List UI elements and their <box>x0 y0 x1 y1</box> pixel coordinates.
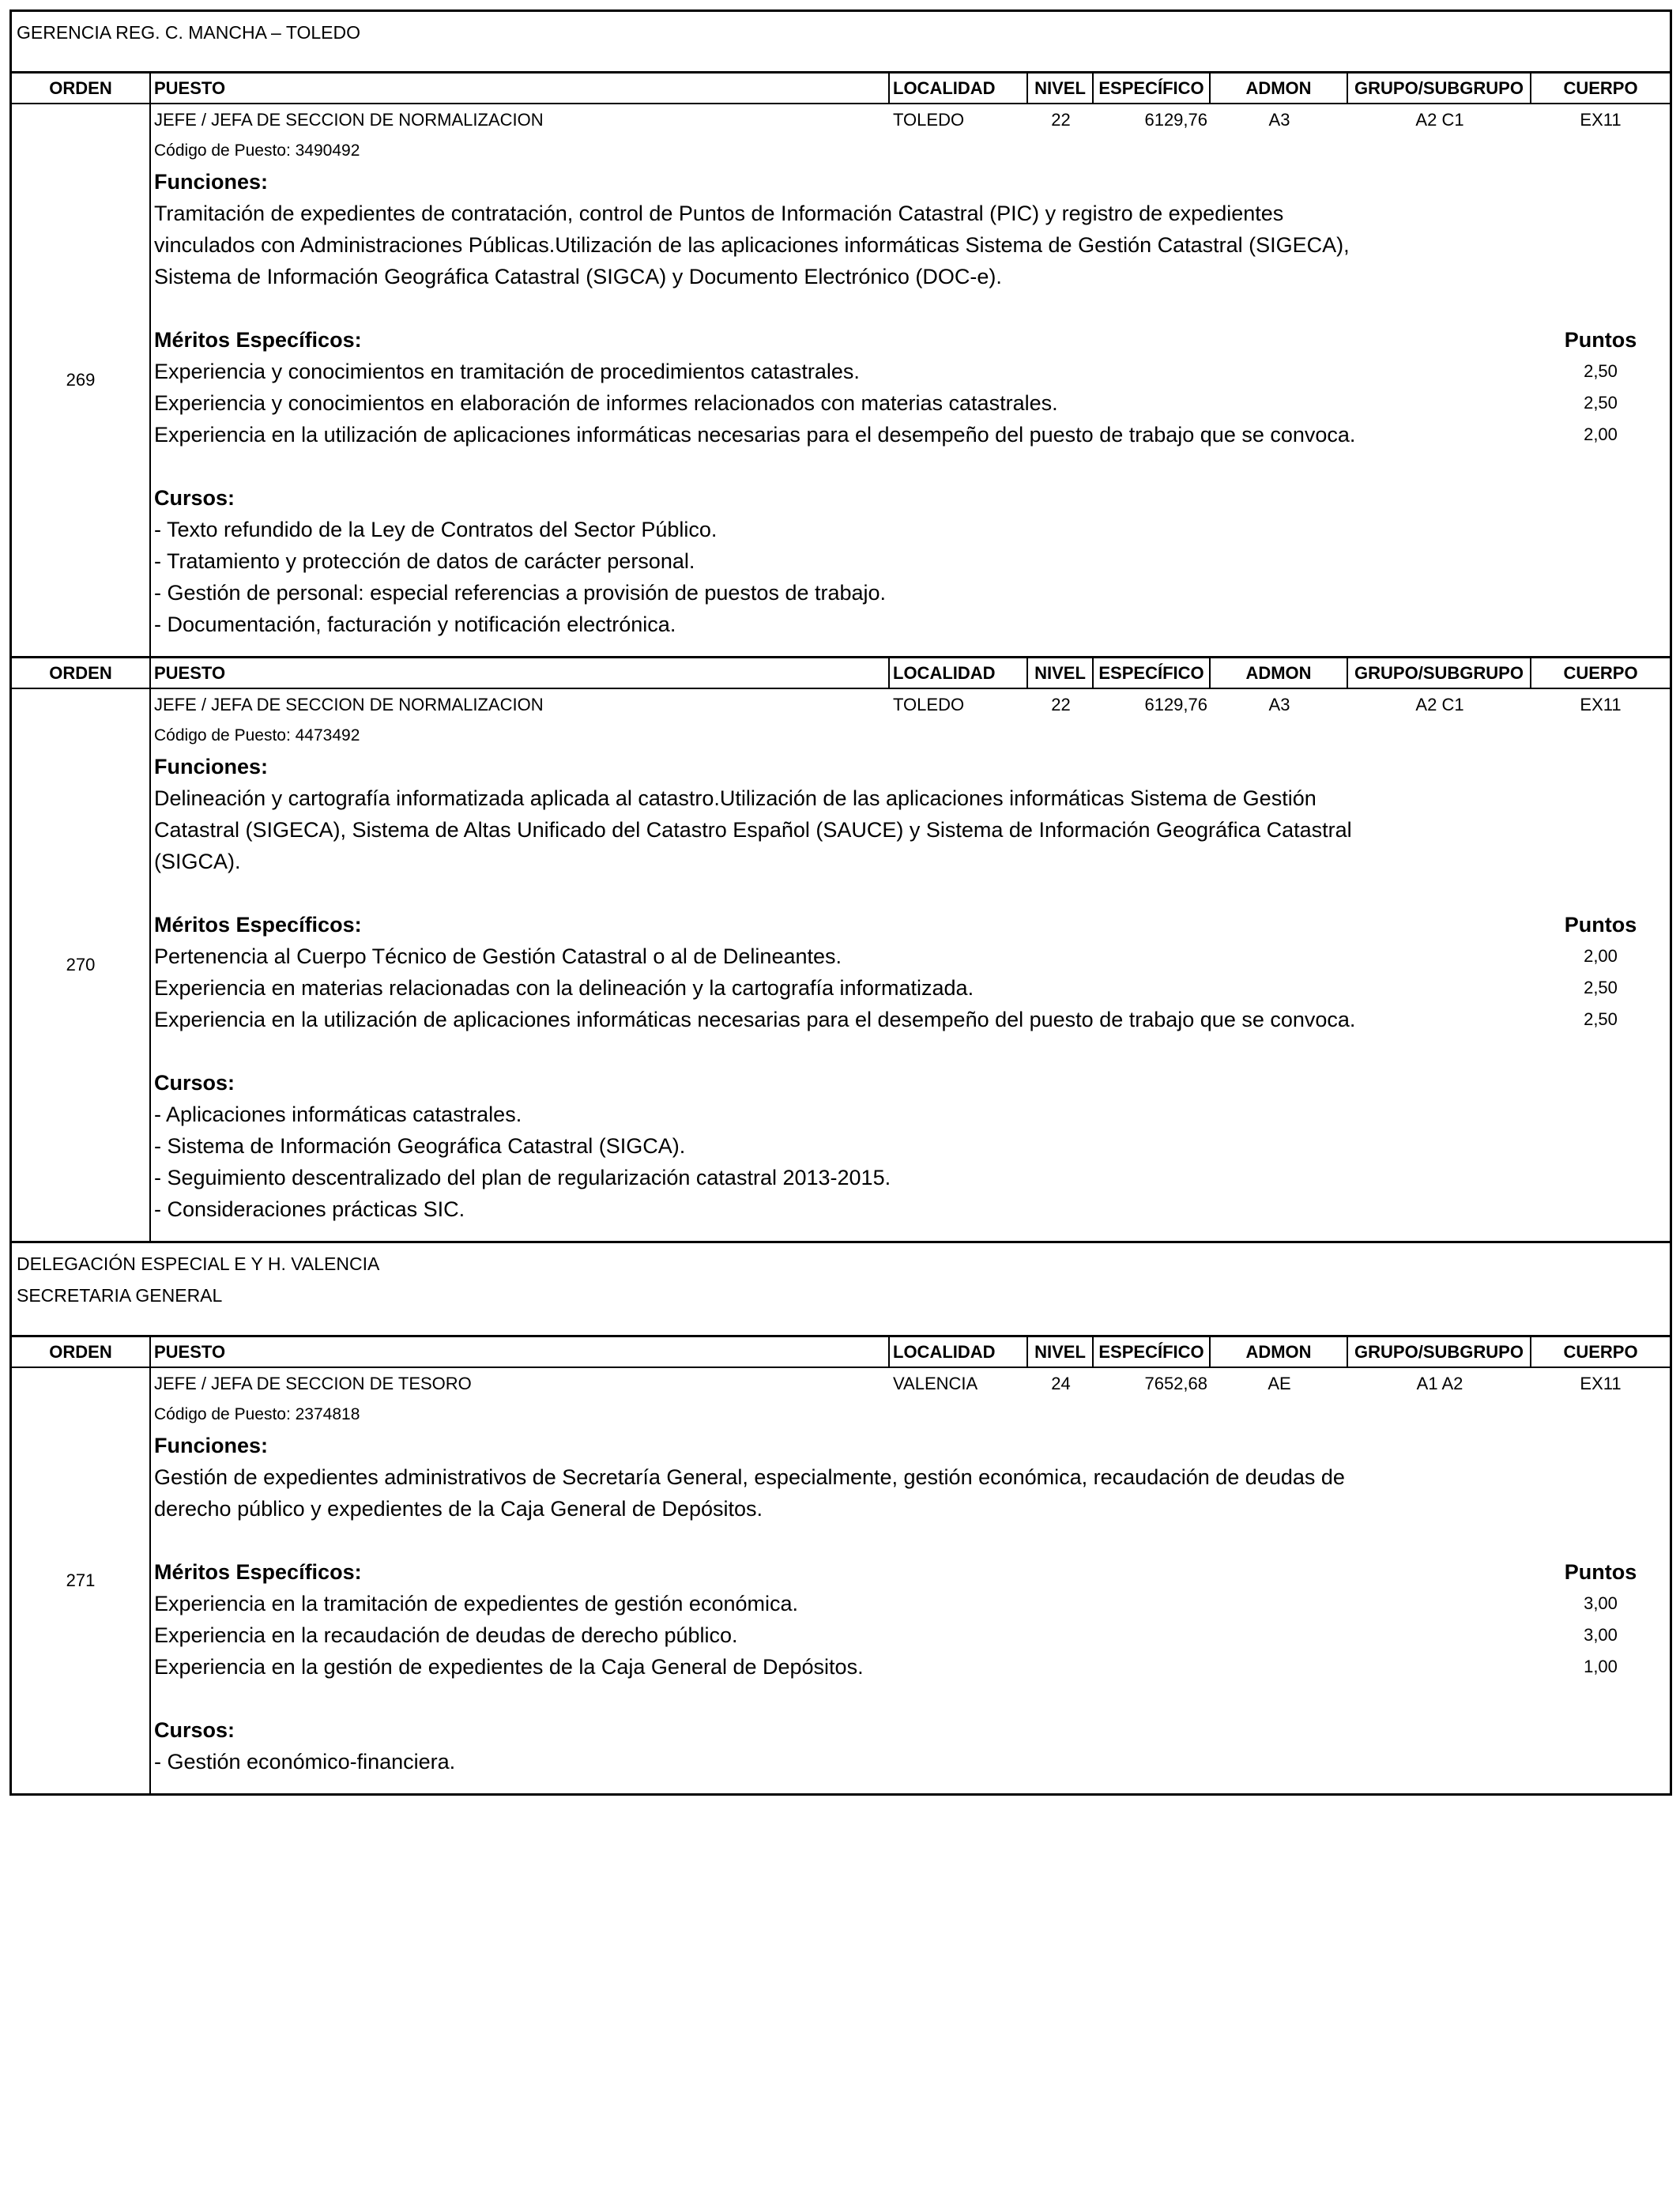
merit-text: Experiencia en la tramitación de expedientes de gestión económica. <box>154 1592 798 1615</box>
admon-value: A3 <box>1268 110 1290 130</box>
header-orden: ORDEN <box>12 658 151 688</box>
header-localidad: LOCALIDAD <box>890 658 1028 688</box>
merit-text: Pertenencia al Cuerpo Técnico de Gestión Catastral o al de Delineantes. <box>154 944 842 968</box>
merit-text: Experiencia en la gestión de expedientes de la Caja General de Depósitos. <box>154 1655 864 1679</box>
document <box>9 9 1672 1796</box>
merit-item <box>154 972 1670 1004</box>
position-line <box>154 689 1670 721</box>
merit-points: 2,50 <box>1584 1009 1618 1029</box>
curso-item: - Gestión de personal: especial referencias a provisión de puestos de trabajo. <box>154 581 887 605</box>
admon-value: AE <box>1268 1374 1291 1393</box>
localidad-value: TOLEDO <box>893 695 965 714</box>
meritos-heading <box>154 324 1670 356</box>
curso-item: - Consideraciones prácticas SIC. <box>154 1197 465 1221</box>
funciones-text: Tramitación de expedientes de contratación, control de Puntos de Información Catastral (PIC) y registro de expedientes vinculados con Administraciones Públicas.Utilización de las aplicaciones informáticas Sistema de Gestión Catastral (SIGECA), Sistema de Información Geográfica Catastral (SIGCA) y Documento Electrónico (DOC-e). <box>154 202 1350 288</box>
nivel-value: 22 <box>1051 695 1071 714</box>
puntos-label: Puntos <box>1564 913 1637 937</box>
header-admon: ADMON <box>1211 658 1348 688</box>
header-admon: ADMON <box>1211 1337 1348 1367</box>
table-header <box>9 71 1672 104</box>
merit-points: 1,00 <box>1584 1657 1618 1676</box>
merit-text: Experiencia en la utilización de aplicaciones informáticas necesarias para el desempeño del puesto de trabajo que se convoca. <box>154 1008 1356 1031</box>
meritos-heading <box>154 1556 1670 1588</box>
entry-body <box>151 104 1670 656</box>
funciones-text: Delineación y cartografía informatizada aplicada al catastro.Utilización de las aplicaciones informáticas Sistema de Gestión Catastral (SIGECA), Sistema de Altas Unificado del Catastro Español (SAUCE) y Sistema de Información Geográfica Catastral (SIGCA). <box>154 786 1352 873</box>
header-localidad: LOCALIDAD <box>890 1337 1028 1367</box>
header-cuerpo: CUERPO <box>1563 663 1638 683</box>
curso-item: - Gestión económico-financiera. <box>154 1750 456 1774</box>
cursos-heading: Cursos: <box>154 486 235 510</box>
header-grupo: GRUPO/SUBGRUPO <box>1348 658 1531 688</box>
block-title-text: GERENCIA REG. C. MANCHA – TOLEDO <box>17 22 360 43</box>
puesto-value: JEFE / JEFA DE SECCION DE NORMALIZACION <box>154 695 544 714</box>
cuerpo-value: EX11 <box>1580 110 1622 130</box>
entry-body <box>151 689 1670 1241</box>
codigo-puesto: Código de Puesto: 2374818 <box>154 1405 360 1423</box>
curso-item: - Tratamiento y protección de datos de carácter personal. <box>154 549 695 573</box>
merit-points: 2,50 <box>1584 393 1618 413</box>
entry-row-269 <box>9 104 1672 656</box>
table-header <box>9 1335 1672 1368</box>
header-grupo: GRUPO/SUBGRUPO <box>1348 74 1531 103</box>
merit-points: 2,50 <box>1584 361 1618 381</box>
entry-row-271 <box>9 1368 1672 1796</box>
funciones-heading: Funciones: <box>154 1434 269 1457</box>
curso-item: - Seguimiento descentralizado del plan de regularización catastral 2013-2015. <box>154 1166 891 1189</box>
funciones-heading: Funciones: <box>154 755 269 778</box>
codigo-puesto: Código de Puesto: 3490492 <box>154 141 360 160</box>
header-especifico: ESPECÍFICO <box>1094 1337 1211 1367</box>
curso-item: - Texto refundido de la Ley de Contratos del Sector Público. <box>154 518 718 541</box>
block-title-toledo <box>9 9 1672 71</box>
merit-item <box>154 1619 1670 1651</box>
header-cuerpo: CUERPO <box>1563 78 1638 98</box>
cuerpo-value: EX11 <box>1580 1374 1622 1393</box>
header-orden: ORDEN <box>12 1337 151 1367</box>
header-especifico: ESPECÍFICO <box>1094 658 1211 688</box>
curso-item: - Aplicaciones informáticas catastrales. <box>154 1103 522 1126</box>
cuerpo-value: EX11 <box>1580 695 1622 714</box>
header-orden: ORDEN <box>12 74 151 103</box>
merit-text: Experiencia en materias relacionadas con la delineación y la cartografía informatizada. <box>154 976 974 1000</box>
header-especifico: ESPECÍFICO <box>1094 74 1211 103</box>
puesto-value: JEFE / JEFA DE SECCION DE TESORO <box>154 1374 472 1393</box>
merit-points: 3,00 <box>1584 1593 1618 1613</box>
header-puesto: PUESTO <box>151 1337 890 1367</box>
position-line <box>154 1368 1670 1400</box>
curso-item: - Documentación, facturación y notificación electrónica. <box>154 613 676 636</box>
merit-text: Experiencia en la recaudación de deudas de derecho público. <box>154 1623 738 1647</box>
meritos-heading <box>154 909 1670 941</box>
especifico-value: 6129,76 <box>1144 695 1207 714</box>
merit-text: Experiencia y conocimientos en tramitación de procedimientos catastrales. <box>154 360 860 383</box>
orden-cell: 271 <box>12 1368 151 1793</box>
entry-row-270 <box>9 689 1672 1241</box>
header-nivel: NIVEL <box>1028 1337 1094 1367</box>
merit-item <box>154 1004 1670 1035</box>
merit-text: Experiencia en la utilización de aplicaciones informáticas necesarias para el desempeño del puesto de trabajo que se convoca. <box>154 423 1356 447</box>
nivel-value: 22 <box>1051 110 1071 130</box>
cursos-heading: Cursos: <box>154 1071 235 1095</box>
header-admon: ADMON <box>1211 74 1348 103</box>
orden-cell: 270 <box>12 689 151 1241</box>
grupo-value: A2 C1 <box>1415 695 1464 714</box>
nivel-value: 24 <box>1051 1374 1071 1393</box>
puesto-value: JEFE / JEFA DE SECCION DE NORMALIZACION <box>154 110 544 130</box>
entry-body <box>151 1368 1670 1793</box>
header-puesto: PUESTO <box>151 658 890 688</box>
merit-item <box>154 356 1670 387</box>
puntos-label: Puntos <box>1564 328 1637 352</box>
merit-item <box>154 387 1670 419</box>
localidad-value: VALENCIA <box>893 1374 978 1393</box>
funciones-heading: Funciones: <box>154 170 269 194</box>
codigo-puesto: Código de Puesto: 4473492 <box>154 726 360 745</box>
merit-item <box>154 1651 1670 1683</box>
merit-item <box>154 419 1670 450</box>
localidad-value: TOLEDO <box>893 110 965 130</box>
meritos-label: Méritos Específicos: <box>154 913 362 937</box>
merit-points: 2,00 <box>1584 424 1618 444</box>
merit-text: Experiencia y conocimientos en elaboración de informes relacionados con materias catastrales. <box>154 391 1058 415</box>
orden-cell: 269 <box>12 104 151 656</box>
especifico-value: 7652,68 <box>1144 1374 1207 1393</box>
especifico-value: 6129,76 <box>1144 110 1207 130</box>
block-title-line2: SECRETARIA GENERAL <box>17 1285 223 1306</box>
puntos-label: Puntos <box>1564 1560 1637 1584</box>
meritos-label: Méritos Específicos: <box>154 1560 362 1584</box>
merit-points: 2,50 <box>1584 978 1618 997</box>
merit-item <box>154 941 1670 972</box>
header-nivel: NIVEL <box>1028 74 1094 103</box>
header-localidad: LOCALIDAD <box>890 74 1028 103</box>
merit-points: 2,00 <box>1584 946 1618 966</box>
header-cuerpo: CUERPO <box>1563 1342 1638 1362</box>
position-line <box>154 104 1670 136</box>
merit-points: 3,00 <box>1584 1625 1618 1645</box>
funciones-text: Gestión de expedientes administrativos de Secretaría General, especialmente, gestión económica, recaudación de deudas de derecho público y expedientes de la Caja General de Depósitos. <box>154 1465 1345 1521</box>
block-title-valencia <box>9 1241 1672 1335</box>
meritos-label: Méritos Específicos: <box>154 328 362 352</box>
block-title-line1: DELEGACIÓN ESPECIAL E Y H. VALENCIA <box>17 1253 380 1274</box>
header-puesto: PUESTO <box>151 74 890 103</box>
header-grupo: GRUPO/SUBGRUPO <box>1348 1337 1531 1367</box>
header-nivel: NIVEL <box>1028 658 1094 688</box>
table-header <box>9 656 1672 689</box>
merit-item <box>154 1588 1670 1619</box>
admon-value: A3 <box>1268 695 1290 714</box>
curso-item: - Sistema de Información Geográfica Catastral (SIGCA). <box>154 1134 686 1158</box>
grupo-value: A1 A2 <box>1416 1374 1463 1393</box>
cursos-heading: Cursos: <box>154 1718 235 1742</box>
grupo-value: A2 C1 <box>1415 110 1464 130</box>
